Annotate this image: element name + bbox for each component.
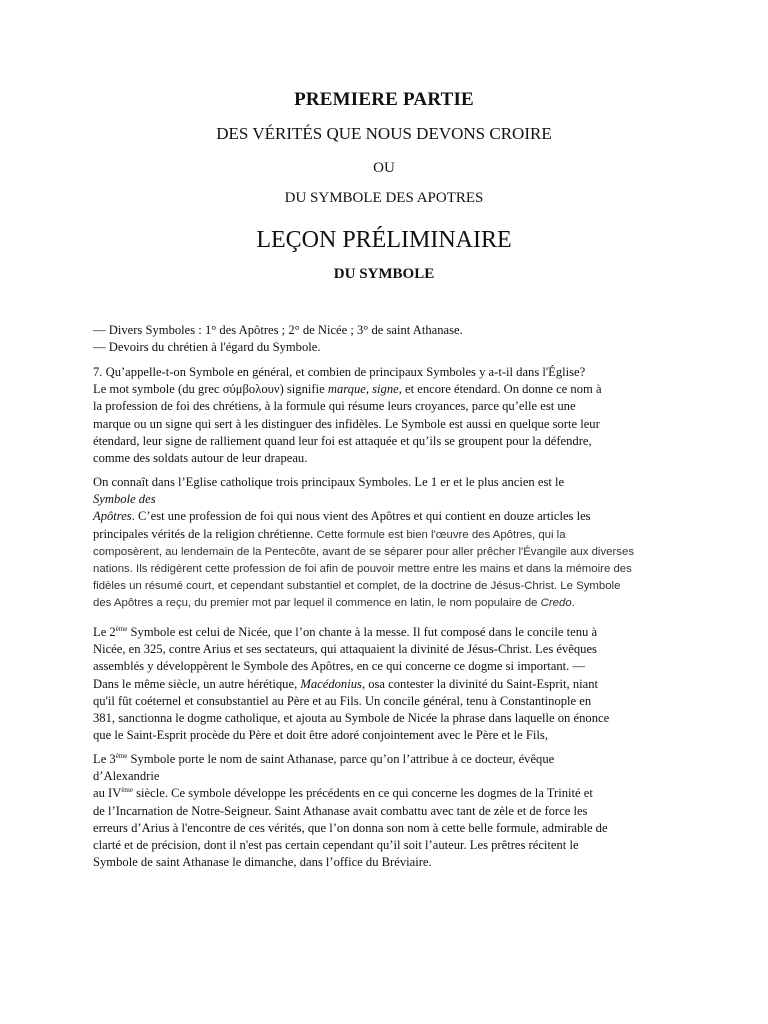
intro-line: — Devoirs du chrétien à l'égard du Symbole.	[93, 340, 321, 355]
paragraph-line: assemblés y développèrent le Symbole des Apôtres, en ce qui concerne ce dogme si important. —	[93, 659, 586, 674]
paragraph-line: Symbole des	[93, 492, 156, 507]
answer-emphasis: marque, signe	[327, 382, 399, 397]
answer-line: la profession de foi des chrétiens, à la formule qui résume leurs croyances, parce qu’elle est une	[93, 399, 576, 414]
paragraph-line	[93, 508, 683, 525]
answer-text: Le mot symbole (du grec σύμβολουν) signifie	[93, 382, 328, 397]
emphasis-text: Macédonius	[300, 676, 362, 691]
conjunction-ou: OU	[373, 160, 395, 176]
paragraph-line	[93, 676, 683, 693]
paragraph-line: que le Saint-Esprit procède du Père et doit être adoré conjointement avec le Père et le Fils,	[93, 728, 548, 743]
paragraph-text: principales vérités de la religion chrétienne.	[93, 526, 317, 541]
emphasis-text: Apôtres	[93, 509, 132, 524]
paragraph-line	[93, 785, 683, 802]
paragraph-text: Le 2	[93, 625, 116, 639]
paragraph-line: 381, sanctionna le dogme catholique, et ajouta au Symbole de Nicée la phrase dans laquelle on énonce	[93, 711, 610, 726]
paragraph-line: On connaît dans l’Eglise catholique trois principaux Symboles. Le 1 er et le plus ancien est le	[93, 475, 565, 489]
symbol-subtitle: DU SYMBOLE DES APOTRES	[284, 190, 484, 206]
paragraph-line: Nicée, en 325, contre Arius et ses sectateurs, qui attaquaient la divinité de Jésus-Christ. Les évêques	[93, 642, 597, 657]
paragraph-line	[93, 595, 683, 612]
question-7: 7. Qu’appelle-t-on Symbole en général, et combien de principaux Symboles y a-t-il dans l'Église?	[93, 365, 586, 379]
lesson-subtitle: DU SYMBOLE	[333, 266, 435, 282]
paragraph-text: des Apôtres a reçu, du premier mot par lequel il commence en latin, le nom populaire de	[93, 597, 541, 610]
paragraph-text: , osa contester la divinité du Saint-Esprit, niant	[361, 676, 599, 691]
apostles-symbol-paragraph	[93, 474, 683, 613]
sans-text: Cette formule est bien l'œuvre des Apôtres, qui la	[316, 528, 566, 541]
answer-line	[93, 381, 683, 398]
paragraph-text: siècle. Ce symbole développe les précédents en ce qui concerne les dogmes de la Trinité et	[133, 786, 593, 801]
part-title: PREMIERE PARTIE	[294, 89, 474, 110]
paragraph-line	[93, 624, 683, 641]
paragraph-line: nations. Ils rédigèrent cette profession de foi afin de pouvoir mettre entre les mains et dans la mémoire des	[93, 563, 632, 576]
question-7-paragraph	[93, 364, 683, 467]
paragraph-line	[93, 526, 683, 544]
answer-line: marque ou un signe qui sert à les distinguer des infidèles. Le Symbole est aussi en quelque sorte leur	[93, 416, 600, 431]
ordinal-superscript: ème	[115, 752, 128, 760]
emphasis-text: Credo	[540, 597, 572, 610]
answer-line: étendard, leur signe de ralliement quand leur foi est attaquée et qu’ils se groupent pour la défendre,	[93, 433, 592, 448]
paragraph-line: fidèles un résumé court, et cependant substantiel et complet, de la doctrine de Jésus-Christ. Le Symbole	[93, 580, 621, 593]
paragraph-line: composèrent, au lendemain de la Pentecôte, avant de se séparer pour aller prêcher l'Évangile aux diverses	[93, 545, 635, 558]
paragraph-line: d’Alexandrie	[93, 769, 160, 784]
paragraph-line: clarté et de précision, dont il n'est pas certain cependant qu’il soit l’auteur. Les prêtres récitent le	[93, 838, 579, 853]
paragraph-line: qu'il fût coéternel et consubstantiel au Père et au Fils. Un concile général, tenu à Constantinople en	[93, 693, 592, 708]
intro-summary	[93, 322, 683, 356]
lesson-title: LEÇON PRÉLIMINAIRE	[256, 227, 512, 253]
ordinal-superscript: ème	[121, 786, 133, 795]
nicene-symbol-paragraph	[93, 624, 683, 744]
paragraph-text: .	[571, 597, 575, 610]
paragraph-text: . C’est une profession de foi qui nous vient des Apôtres et qui contient en douze articles les	[131, 509, 591, 524]
paragraph-line: Symbole de saint Athanase le dimanche, dans l’office du Bréviaire.	[93, 855, 432, 870]
paragraph-text: Symbole est celui de Nicée, que l’on chante à la messe. Il fut composé dans le concile tenu à	[127, 625, 598, 639]
answer-text: , et encore étendard. On donne ce nom à	[398, 382, 602, 397]
paragraph-line: de l’Incarnation de Notre-Seigneur. Saint Athanase avait combattu avec tant de zèle et de force les	[93, 803, 588, 818]
intro-line: — Divers Symboles : 1° des Apôtres ; 2° de Nicée ; 3° de saint Athanase.	[93, 323, 463, 337]
paragraph-text: Dans le même siècle, un autre hérétique,	[93, 676, 301, 691]
paragraph-text: Le 3	[93, 752, 116, 766]
paragraph-text: Symbole porte le nom de saint Athanase, parce qu’on l’attribue à ce docteur, évêque	[127, 752, 555, 766]
athanasian-symbol-paragraph	[93, 751, 683, 871]
paragraph-text: au IV	[93, 786, 122, 801]
paragraph-line: erreurs d’Arius à l'encontre de ces vérités, que l’on donna son nom à cette belle formule, admirable de	[93, 820, 608, 835]
answer-line: comme des soldats autour de leur drapeau.	[93, 451, 308, 466]
ordinal-superscript: ème	[115, 625, 128, 633]
part-subtitle: DES VÉRITÉS QUE NOUS DEVONS CROIRE	[216, 124, 552, 143]
paragraph-line	[93, 751, 683, 768]
